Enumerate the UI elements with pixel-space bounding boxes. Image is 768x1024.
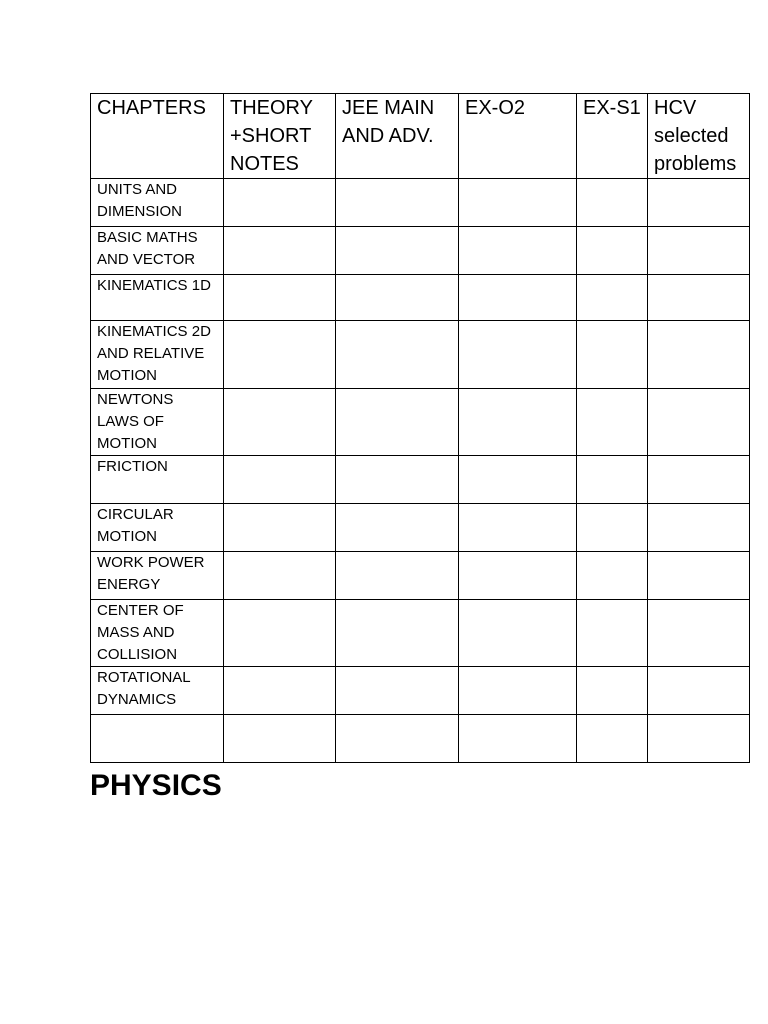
theory-cell[interactable] <box>224 227 336 275</box>
chapter-cell: UNITS AND DIMENSION <box>91 179 224 227</box>
chapter-cell[interactable] <box>91 715 224 763</box>
hcv-cell[interactable] <box>648 667 750 715</box>
header-hcv-selected-problems: HCV selected problems <box>648 94 750 179</box>
header-theory-short-notes: THEORY +SHORT NOTES <box>224 94 336 179</box>
header-chapters: CHAPTERS <box>91 94 224 179</box>
theory-cell[interactable] <box>224 456 336 504</box>
jee-cell[interactable] <box>336 504 459 552</box>
theory-cell[interactable] <box>224 321 336 389</box>
ex-o2-cell[interactable] <box>459 321 577 389</box>
ex-s1-cell[interactable] <box>577 552 648 600</box>
table-row <box>91 275 750 321</box>
theory-cell[interactable] <box>224 275 336 321</box>
chapter-cell: CENTER OF MASS AND COLLISION <box>91 600 224 667</box>
header-jee-main-and-adv: JEE MAIN AND ADV. <box>336 94 459 179</box>
hcv-cell[interactable] <box>648 389 750 456</box>
table-row <box>91 552 750 600</box>
hcv-cell[interactable] <box>648 321 750 389</box>
table-row <box>91 179 750 227</box>
chapter-cell: FRICTION <box>91 456 224 504</box>
ex-s1-cell[interactable] <box>577 600 648 667</box>
chapter-cell: WORK POWER ENERGY <box>91 552 224 600</box>
page-title: PHYSICS <box>90 769 222 802</box>
ex-o2-cell[interactable] <box>459 456 577 504</box>
hcv-cell[interactable] <box>648 275 750 321</box>
theory-cell[interactable] <box>224 715 336 763</box>
chapter-cell: NEWTONS LAWS OF MOTION <box>91 389 224 456</box>
jee-cell[interactable] <box>336 552 459 600</box>
jee-cell[interactable] <box>336 600 459 667</box>
ex-s1-cell[interactable] <box>577 504 648 552</box>
table-row <box>91 227 750 275</box>
hcv-cell[interactable] <box>648 504 750 552</box>
ex-s1-cell[interactable] <box>577 275 648 321</box>
chapter-cell: KINEMATICS 2D AND RELATIVE MOTION <box>91 321 224 389</box>
ex-o2-cell[interactable] <box>459 179 577 227</box>
ex-o2-cell[interactable] <box>459 275 577 321</box>
jee-cell[interactable] <box>336 179 459 227</box>
chapter-cell: BASIC MATHS AND VECTOR <box>91 227 224 275</box>
theory-cell[interactable] <box>224 552 336 600</box>
table-row <box>91 504 750 552</box>
chapter-cell: CIRCULAR MOTION <box>91 504 224 552</box>
ex-o2-cell[interactable] <box>459 389 577 456</box>
hcv-cell[interactable] <box>648 179 750 227</box>
theory-cell[interactable] <box>224 179 336 227</box>
ex-s1-cell[interactable] <box>577 389 648 456</box>
jee-cell[interactable] <box>336 321 459 389</box>
header-ex-s1: EX-S1 <box>577 94 648 179</box>
table-row <box>91 667 750 715</box>
header-row <box>91 94 750 179</box>
table-row <box>91 321 750 389</box>
table-row <box>91 389 750 456</box>
jee-cell[interactable] <box>336 389 459 456</box>
ex-s1-cell[interactable] <box>577 179 648 227</box>
jee-cell[interactable] <box>336 227 459 275</box>
hcv-cell[interactable] <box>648 456 750 504</box>
ex-s1-cell[interactable] <box>577 667 648 715</box>
theory-cell[interactable] <box>224 504 336 552</box>
chapter-cell: KINEMATICS 1D <box>91 275 224 321</box>
jee-cell[interactable] <box>336 715 459 763</box>
hcv-cell[interactable] <box>648 227 750 275</box>
ex-s1-cell[interactable] <box>577 227 648 275</box>
ex-s1-cell[interactable] <box>577 321 648 389</box>
chapter-tracker-table <box>90 93 750 763</box>
table-row <box>91 715 750 763</box>
ex-s1-cell[interactable] <box>577 715 648 763</box>
chapter-cell: ROTATIONAL DYNAMICS <box>91 667 224 715</box>
jee-cell[interactable] <box>336 275 459 321</box>
ex-o2-cell[interactable] <box>459 227 577 275</box>
ex-o2-cell[interactable] <box>459 504 577 552</box>
hcv-cell[interactable] <box>648 552 750 600</box>
theory-cell[interactable] <box>224 667 336 715</box>
hcv-cell[interactable] <box>648 715 750 763</box>
hcv-cell[interactable] <box>648 600 750 667</box>
table-row <box>91 600 750 667</box>
ex-o2-cell[interactable] <box>459 552 577 600</box>
table-row <box>91 456 750 504</box>
ex-o2-cell[interactable] <box>459 715 577 763</box>
jee-cell[interactable] <box>336 456 459 504</box>
theory-cell[interactable] <box>224 389 336 456</box>
jee-cell[interactable] <box>336 667 459 715</box>
ex-s1-cell[interactable] <box>577 456 648 504</box>
header-ex-o2: EX-O2 <box>459 94 577 179</box>
theory-cell[interactable] <box>224 600 336 667</box>
ex-o2-cell[interactable] <box>459 667 577 715</box>
ex-o2-cell[interactable] <box>459 600 577 667</box>
